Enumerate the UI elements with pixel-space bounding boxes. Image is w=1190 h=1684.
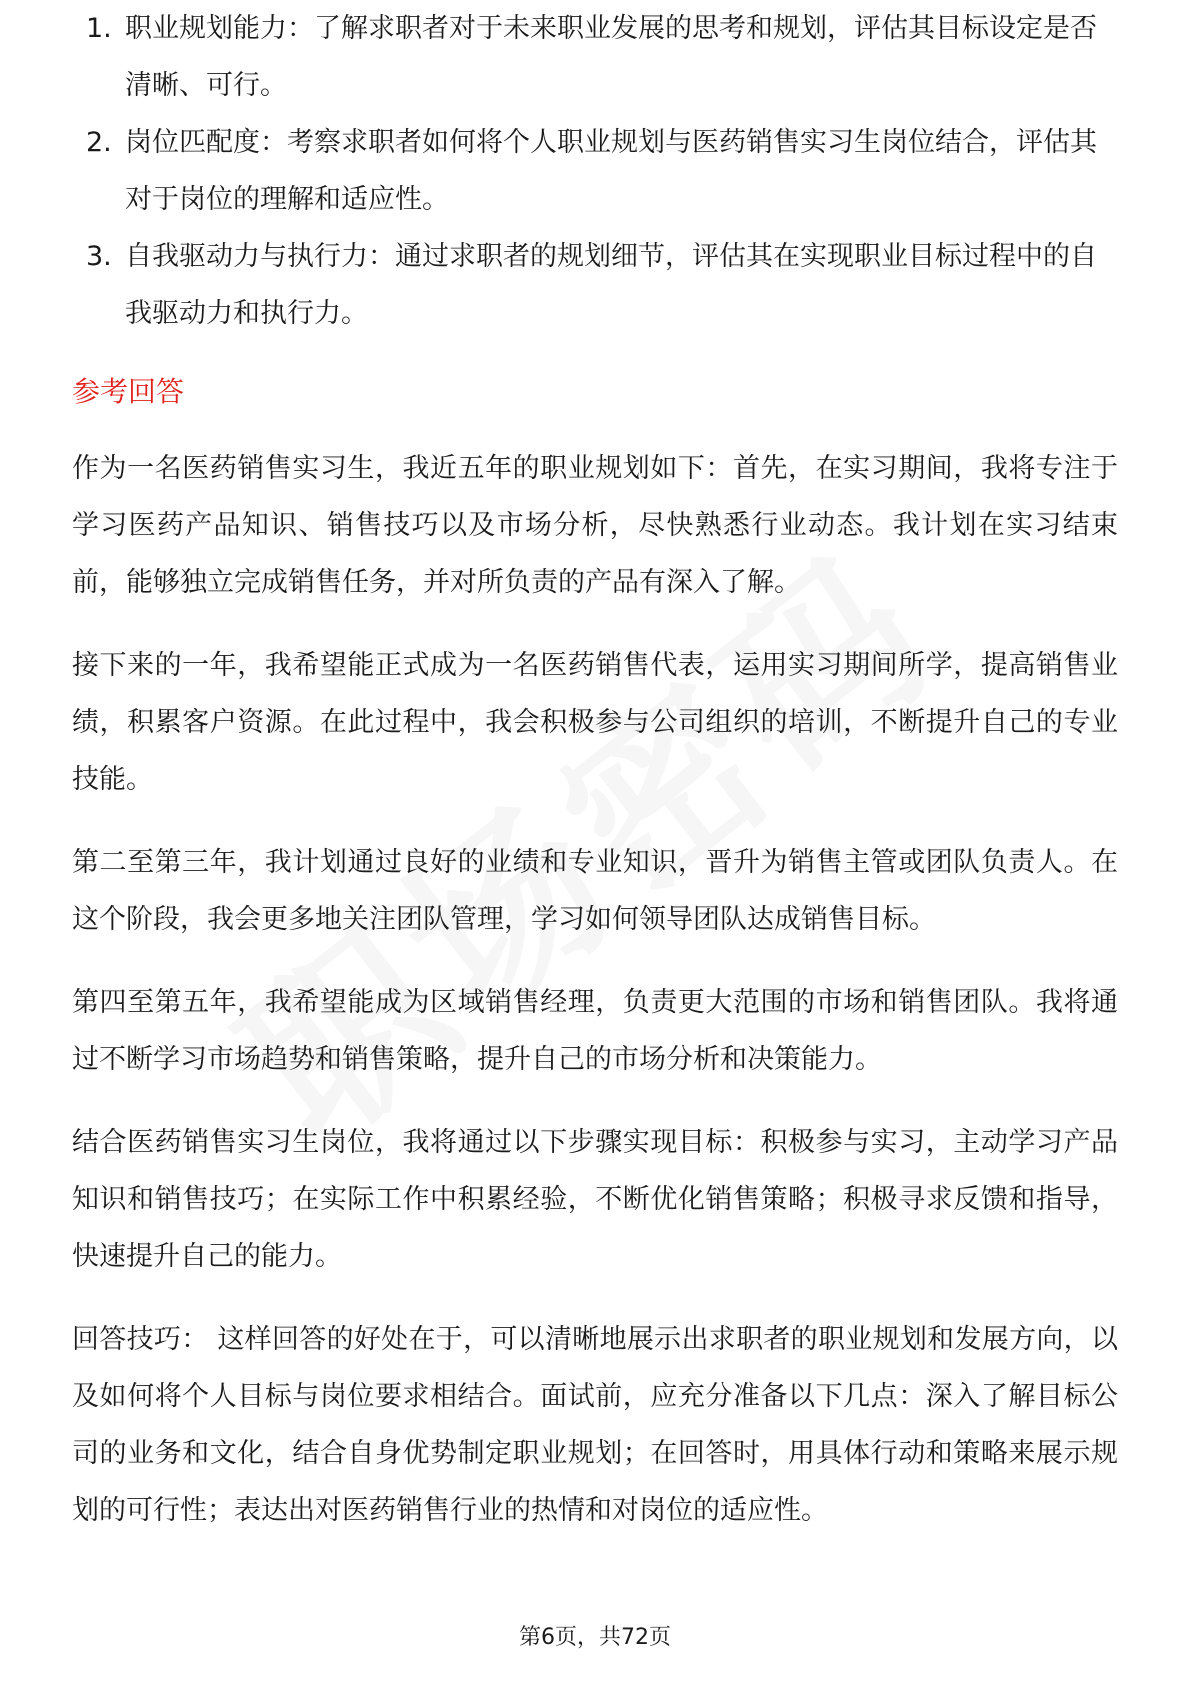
criteria-text: 自我驱动力与执行力：通过求职者的规划细节，评估其在实现职业目标过程中的自我驱动力和执行力。 [125,241,1097,329]
criteria-text: 职业规划能力：了解求职者对于未来职业发展的思考和规划，评估其目标设定是否清晰、可行。 [125,13,1097,101]
criteria-number: 2. [86,127,112,158]
section-title-reference-answer: 参考回答 [72,375,185,408]
evaluation-criteria-list [72,0,1118,342]
criteria-number: 3. [86,241,112,272]
page-content [72,13,1118,1565]
answer-paragraph-2: 接下来的一年，我希望能正式成为一名医药销售代表，运用实习期间所学，提高销售业绩，积累客户资源。在此过程中，我会积极参与公司组织的培训，不断提升自己的专业技能。 [72,650,1118,795]
criteria-item-1 [72,0,1118,114]
answer-paragraph-5: 结合医药销售实习生岗位，我将通过以下步骤实现目标：积极参与实习，主动学习产品知识和销售技巧；在实际工作中积累经验，不断优化销售策略；积极寻求反馈和指导，快速提升自己的能力。 [72,1127,1118,1272]
answer-paragraph-4: 第四至第五年，我希望能成为区域销售经理，负责更大范围的市场和销售团队。我将通过不断学习市场趋势和销售策略，提升自己的市场分析和决策能力。 [72,987,1118,1075]
criteria-text: 岗位匹配度：考察求职者如何将个人职业规划与医药销售实习生岗位结合，评估其对于岗位的理解和适应性。 [125,127,1097,215]
page-number-footer: 第6页，共72页 [519,1625,671,1650]
criteria-item-3 [72,228,1118,342]
answer-paragraph-1: 作为一名医药销售实习生，我近五年的职业规划如下：首先，在实习期间，我将专注于学习医药产品知识、销售技巧以及市场分析，尽快熟悉行业动态。我计划在实习结束前，能够独立完成销售任务，并对所负责的产品有深入了解。 [72,453,1118,598]
answer-paragraph-3: 第二至第三年，我计划通过良好的业绩和专业知识，晋升为销售主管或团队负责人。在这个阶段，我会更多地关注团队管理，学习如何领导团队达成销售目标。 [72,847,1118,935]
criteria-item-2 [72,114,1118,228]
criteria-number: 1. [86,13,112,44]
answer-tips-paragraph: 回答技巧： 这样回答的好处在于，可以清晰地展示出求职者的职业规划和发展方向，以及如何将个人目标与岗位要求相结合。面试前，应充分准备以下几点：深入了解目标公司的业务和文化，结合自身优势制定职业规划；在回答时，用具体行动和策略来展示规划的可行性；表达出对医药销售行业的热情和对岗位的适应性。 [72,1324,1118,1526]
